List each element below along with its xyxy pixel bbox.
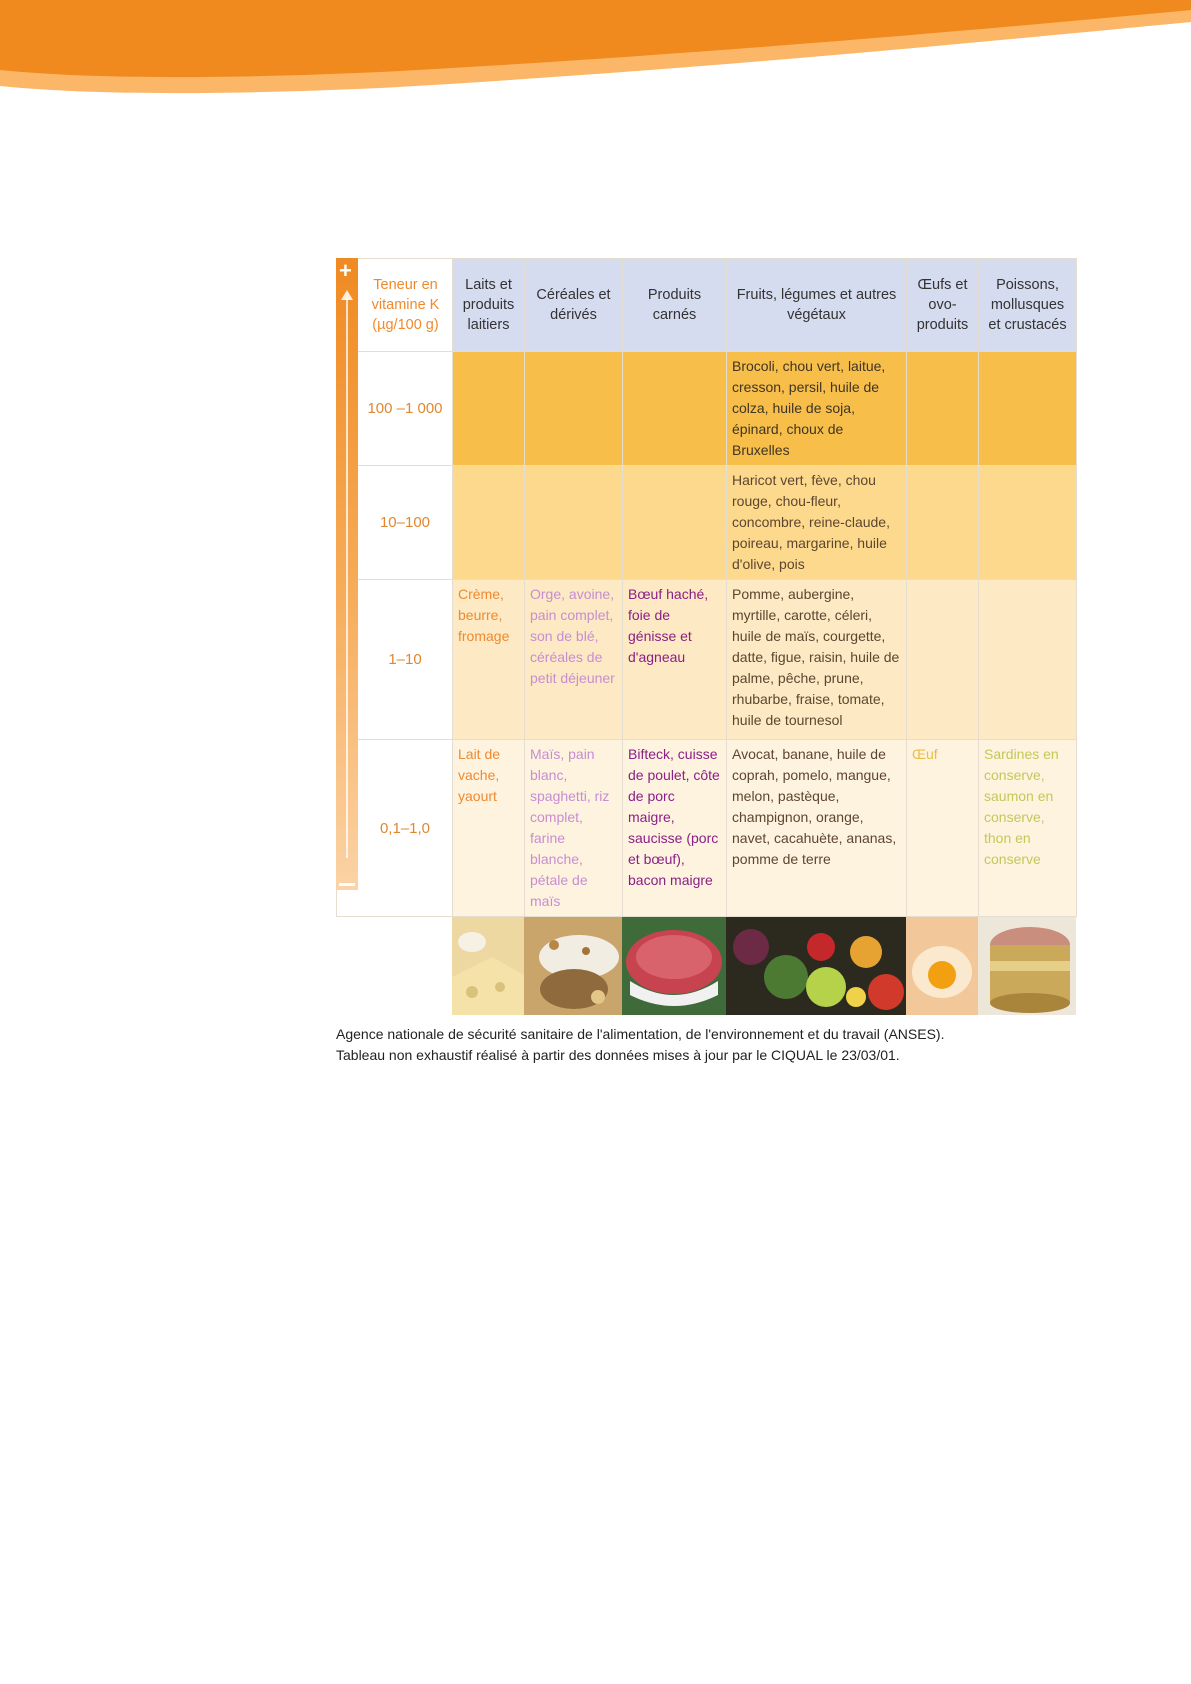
table-row: [337, 466, 1077, 580]
minus-icon: [339, 883, 355, 886]
cell-vegetables: Avocat, banane, huile de coprah, pomelo, mangue, melon, pastèque, champignon, orange, navet, cacahuète, ananas, pomme de terre: [727, 740, 907, 917]
vegetables-photo: [726, 917, 906, 1015]
cell-cereals: [525, 466, 623, 580]
cell-dairy: Crème, beurre, fromage: [453, 580, 525, 740]
row-label: 0,1–1,0: [337, 740, 453, 917]
table-row: [337, 352, 1077, 466]
ground-meat-photo: [622, 917, 726, 1015]
cell-cereals: Orge, avoine, pain complet, son de blé, céréales de petit déjeuner: [525, 580, 623, 740]
cell-eggs: [907, 466, 979, 580]
cell-fish: Sardines en conserve, saumon en conserve, thon en conserve: [979, 740, 1077, 917]
header-meat: Produits carnés: [623, 259, 727, 352]
header-banner: [0, 0, 1191, 110]
cell-eggs: Œuf: [907, 740, 979, 917]
canned-fish-photo: [978, 917, 1076, 1015]
header-cereals: Céréales et dérivés: [525, 259, 623, 352]
food-photos-strip: [452, 917, 1076, 1015]
egg-photo: [906, 917, 978, 1015]
cell-meat: [623, 352, 727, 466]
cell-eggs: [907, 580, 979, 740]
cereal-photo: [524, 917, 622, 1015]
source-caption: [336, 1024, 1096, 1066]
row-label: 100 –1 000: [337, 352, 453, 466]
scale-arrow-line: [346, 298, 348, 858]
cell-fish: [979, 580, 1077, 740]
header-fish: Poissons, mollusques et crustacés: [979, 259, 1077, 352]
cell-dairy: Lait de vache, yaourt: [453, 740, 525, 917]
header-eggs: Œufs et ovo-produits: [907, 259, 979, 352]
cheese-photo: [452, 917, 524, 1015]
cell-dairy: [453, 352, 525, 466]
caption-line-2: Tableau non exhaustif réalisé à partir des données mises à jour par le CIQUAL le 23/03/01.: [336, 1047, 900, 1063]
header-vegetables: Fruits, légumes et autres végétaux: [727, 259, 907, 352]
cell-vegetables: Haricot vert, fève, chou rouge, chou-fleur, concombre, reine-claude, poireau, margarine, huile d'olive, pois: [727, 466, 907, 580]
cell-vegetables: Brocoli, chou vert, laitue, cresson, persil, huile de colza, huile de soja, épinard, choux de Bruxelles: [727, 352, 907, 466]
cell-vegetables: Pomme, aubergine, myrtille, carotte, céleri, huile de maïs, courgette, datte, figue, raisin, huile de palme, pêche, prune, rhubarbe, fraise, tomate, huile de tournesol: [727, 580, 907, 740]
cell-fish: [979, 352, 1077, 466]
cell-fish: [979, 466, 1077, 580]
table-header-row: [337, 259, 1077, 352]
row-label: 10–100: [337, 466, 453, 580]
cell-cereals: [525, 352, 623, 466]
table-row: [337, 740, 1077, 917]
cell-eggs: [907, 352, 979, 466]
row-label: 1–10: [337, 580, 453, 740]
cell-meat: [623, 466, 727, 580]
vitamin-k-table: [336, 258, 1077, 917]
vitamin-k-table-wrap: [336, 258, 1076, 917]
plus-icon: +: [339, 258, 352, 283]
cell-cereals: Maïs, pain blanc, spaghetti, riz complet, farine blanche, pétale de maïs: [525, 740, 623, 917]
vitamin-scale-arrow: [336, 258, 358, 890]
cell-dairy: [453, 466, 525, 580]
header-vitamin-content: Teneur en vitamine K (µg/100 g): [337, 259, 453, 352]
table-row: [337, 580, 1077, 740]
vitamin-k-figure: [336, 258, 1076, 1015]
cell-meat: Bœuf haché, foie de génisse et d'agneau: [623, 580, 727, 740]
header-dairy: Laits et produits laitiers: [453, 259, 525, 352]
cell-meat: Bifteck, cuisse de poulet, côte de porc maigre, saucisse (porc et bœuf), bacon maigre: [623, 740, 727, 917]
caption-line-1: Agence nationale de sécurité sanitaire de l'alimentation, de l'environnement et du travail (ANSES).: [336, 1026, 945, 1042]
